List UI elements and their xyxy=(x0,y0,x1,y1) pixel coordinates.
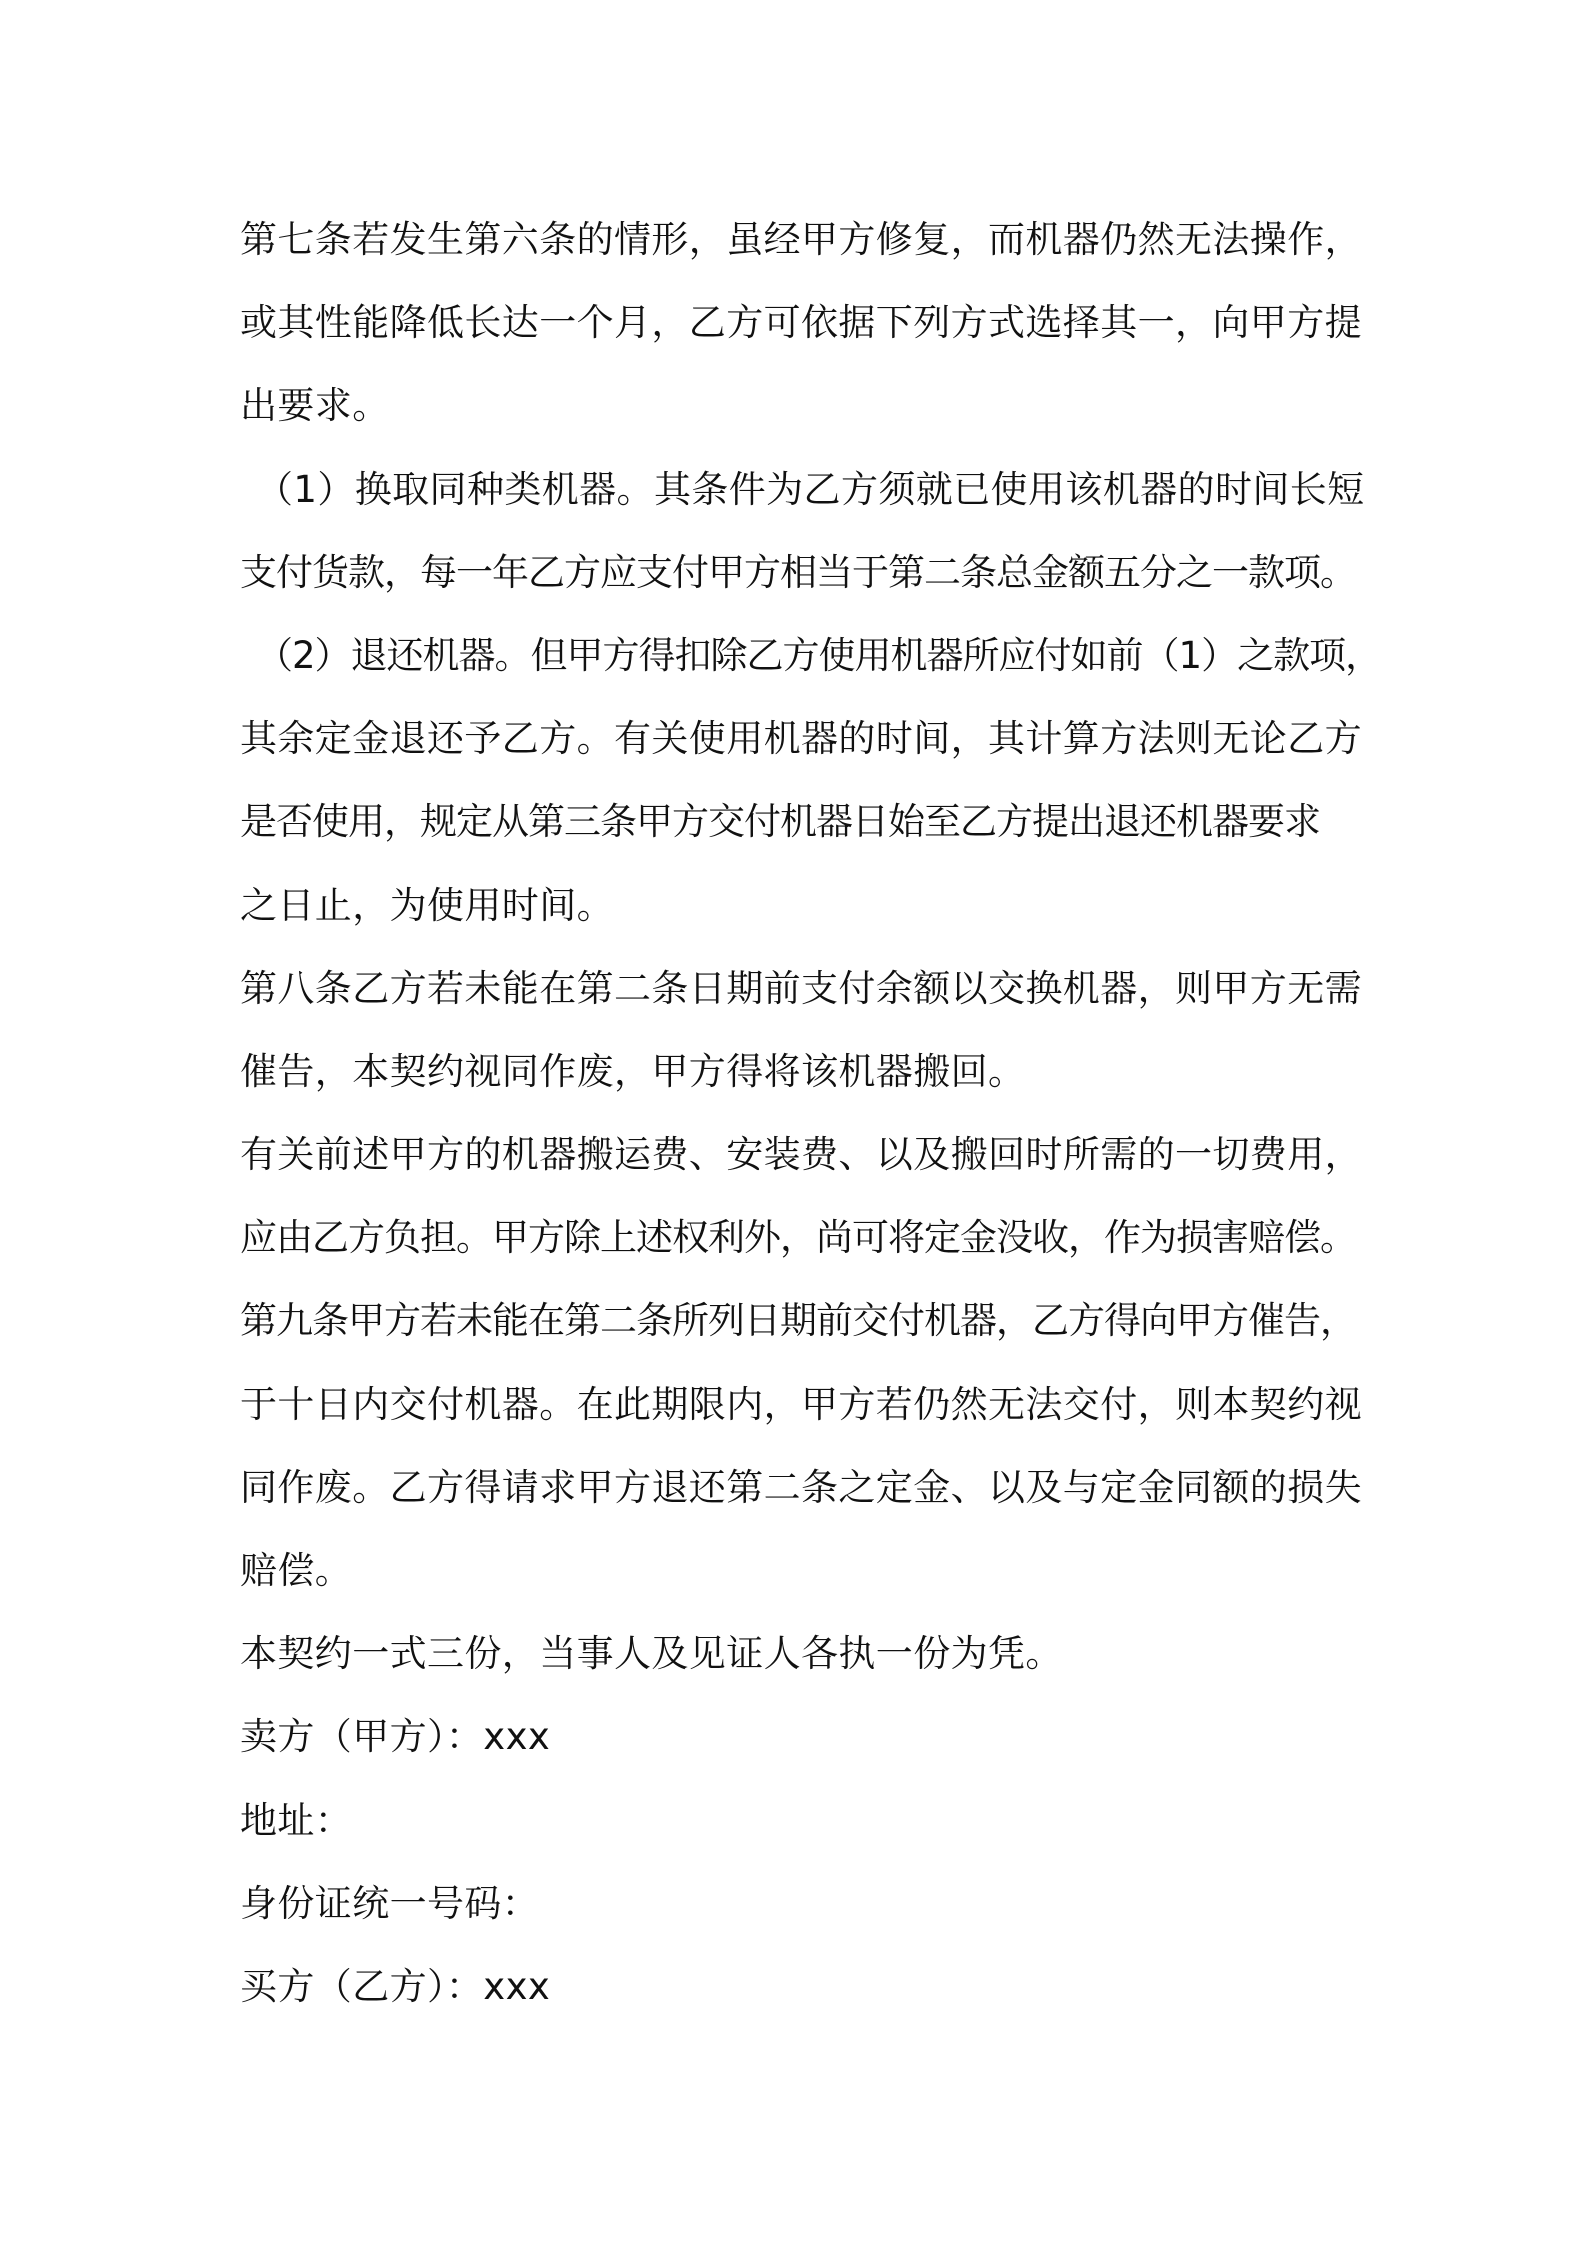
article-7-line-2: 或其性能降低长达一个月，乙方可依据下列方式选择其一，向甲方提 xyxy=(240,301,1362,345)
costs-line-1: 有关前述甲方的机器搬运费、安装费、以及搬回时所需的一切费用， xyxy=(240,1133,1362,1177)
option-2-line-3: 是否使用，规定从第三条甲方交付机器日始至乙方提出退还机器要求 xyxy=(240,800,1320,844)
article-9-line-4: 赔偿。 xyxy=(240,1549,353,1592)
article-7-line-1: 第七条若发生第六条的情形，虽经甲方修复，而机器仍然无法操作， xyxy=(240,218,1362,261)
address-field: 地址： xyxy=(240,1798,353,1842)
article-9-line-1: 第九条甲方若未能在第二条所列日期前交付机器，乙方得向甲方催告， xyxy=(240,1299,1356,1343)
article-7-line-3: 出要求。 xyxy=(240,384,390,428)
copies-clause: 本契约一式三份，当事人及见证人各执一份为凭。 xyxy=(240,1632,1063,1676)
buyer-field: 买方（乙方）：xxx xyxy=(240,1964,551,2008)
option-2-line-2: 其余定金退还予乙方。有关使用机器的时间，其计算方法则无论乙方 xyxy=(240,717,1362,761)
article-9-line-3: 同作废。乙方得请求甲方退还第二条之定金、以及与定金同额的损失 xyxy=(240,1465,1362,1509)
option-1-line-1: （1）换取同种类机器。其条件为乙方须就已使用该机器的时间长短 xyxy=(256,467,1365,511)
article-8-line-2: 催告，本契约视同作废，甲方得将该机器搬回。 xyxy=(240,1049,1026,1093)
contract-body xyxy=(240,198,1380,2028)
option-1-line-2: 支付货款，每一年乙方应支付甲方相当于第二条总金额五分之一款项。 xyxy=(240,550,1356,594)
costs-line-2: 应由乙方负担。甲方除上述权利外，尚可将定金没收，作为损害赔偿。 xyxy=(240,1216,1356,1260)
article-9-line-2: 于十日内交付机器。在此期限内，甲方若仍然无法交付，则本契约视 xyxy=(240,1382,1362,1426)
option-2-line-4: 之日止，为使用时间。 xyxy=(240,883,614,927)
id-number-field: 身份证统一号码： xyxy=(240,1881,540,1925)
seller-field: 卖方（甲方）：xxx xyxy=(240,1715,551,1759)
article-8-line-1: 第八条乙方若未能在第二条日期前支付余额以交换机器，则甲方无需 xyxy=(240,966,1362,1010)
option-2-line-1: （2）退还机器。但甲方得扣除乙方使用机器所应付如前（1）之款项， xyxy=(256,633,1382,677)
